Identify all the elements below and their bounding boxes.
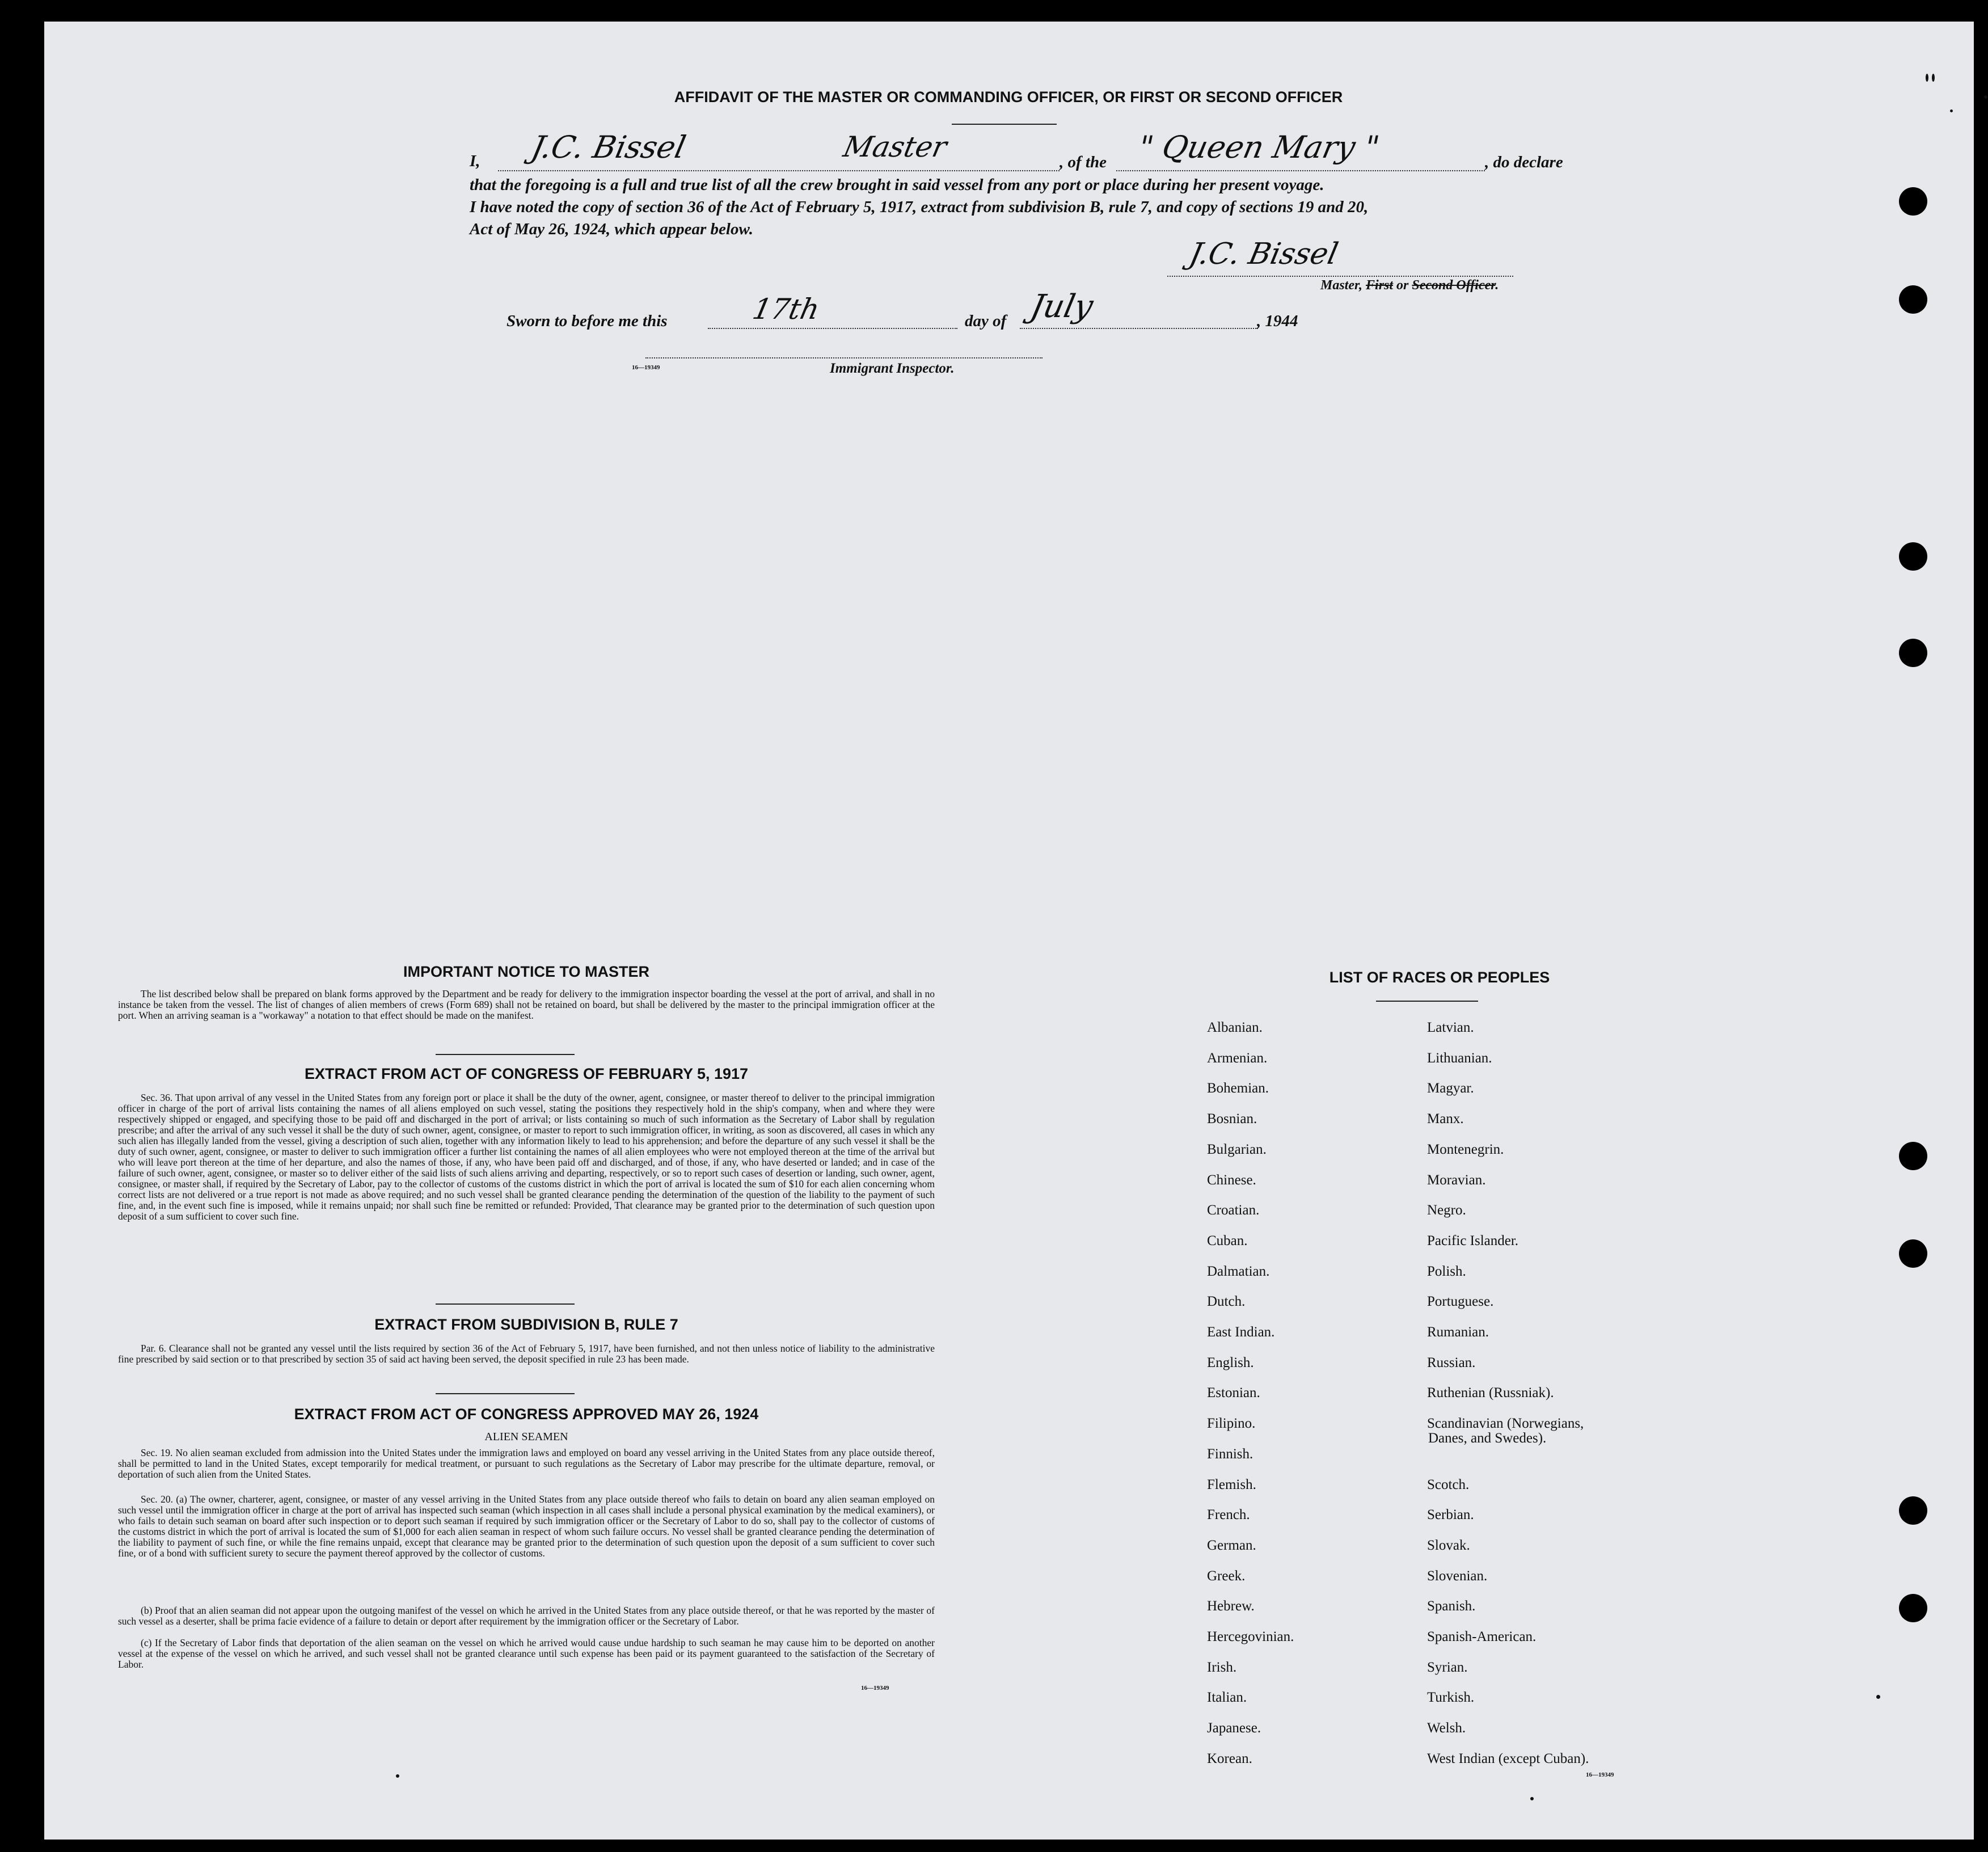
race-item: Dutch. xyxy=(1207,1294,1246,1310)
race-item: Dalmatian. xyxy=(1207,1263,1270,1279)
race-item: Negro. xyxy=(1427,1203,1466,1218)
signature-handwritten: J.C. Bissel xyxy=(1186,237,1341,271)
day-line xyxy=(708,328,957,329)
race-item: West Indian (except Cuban). xyxy=(1427,1750,1589,1766)
race-item: Syrian. xyxy=(1427,1659,1468,1675)
month-line xyxy=(1020,328,1258,329)
speck xyxy=(1984,95,1987,99)
caption-first: First xyxy=(1366,278,1394,293)
race-item: Hercegovinian. xyxy=(1207,1629,1294,1644)
sec20a-text: Sec. 20. (a) The owner, charterer, agent, consignee, or master of any vessel arriving in the United States from any place outside thereof who fails to detain on board any alien seaman employed on such vessel until the immigration officer in charge at the port of arrival has inspected such seaman (which inspection in all cases shall include a personal physical examination by the medical examiners), or who fails to detain such seaman on board after such inspection or to deport such seaman if required by such immigration officer or the Secretary of Labor to do so, shall pay to the collector of customs of the customs district in which the port of arrival is located the sum of $1,000 for each alien seaman in respect of whom such failure occurs. No vessel shall be granted clearance pending the determination of the liability to payment of such fine, or while the fine remains unpaid, except that clearance may be granted prior to the determination of such question upon the deposit of a sum sufficient to cover such fine, or of a bond with sufficient surety to secure the payment thereof approved by the collector of customs. xyxy=(118,1494,935,1559)
race-item: Cuban. xyxy=(1207,1233,1248,1248)
race-item: Welsh. xyxy=(1427,1720,1466,1736)
notice-text: The list described below shall be prepared on blank forms approved by the Department and be ready for delivery to the immigration inspector boarding the vessel at the port of arrival, and shall in no instance be taken from the vessel. The list of changes of alien members of crews (Form 689) shall not be retained on board, but shall be delivered by the master to the principal immigration officer at the port. When an arriving seaman is a "workaway" a notation to that effect should be made on the manifest. xyxy=(118,988,935,1021)
inspector-line xyxy=(645,357,1042,358)
caption-master: Master, xyxy=(1320,278,1363,293)
master-name-handwritten: J.C. Bissel xyxy=(528,129,689,165)
affidavit-line1 xyxy=(470,152,480,171)
race-item: Korean. xyxy=(1207,1750,1252,1766)
race-item: Manx. xyxy=(1427,1111,1464,1127)
race-item: Chinese. xyxy=(1207,1172,1256,1188)
day-of-label: day of xyxy=(965,312,1007,330)
rule7-rule xyxy=(436,1393,575,1394)
race-item: Irish. xyxy=(1207,1659,1237,1675)
punch-hole xyxy=(1899,542,1927,571)
race-item: Serbian. xyxy=(1427,1507,1474,1523)
form-number-left: 16—19349 xyxy=(861,1685,889,1691)
race-item: Finnish. xyxy=(1207,1446,1253,1462)
race-item: Hebrew. xyxy=(1207,1598,1255,1614)
race-item: Albanian. xyxy=(1207,1020,1263,1035)
punch-hole xyxy=(1899,1142,1927,1170)
rank-handwritten: Master xyxy=(840,130,950,163)
year-suffix: 44 xyxy=(1281,312,1298,330)
caption-end: . xyxy=(1495,278,1499,293)
races-title: LIST OF RACES OR PEOPLES xyxy=(1329,969,1550,986)
race-item: Scotch. xyxy=(1427,1476,1470,1492)
year-label xyxy=(1257,312,1298,331)
race-item: Moravian. xyxy=(1427,1172,1486,1188)
speck xyxy=(1530,1797,1534,1800)
speck xyxy=(1932,74,1935,82)
alien-seamen-subtitle: ALIEN SEAMEN xyxy=(484,1431,568,1443)
speck xyxy=(1876,1695,1880,1699)
word-do-declare: , do declare xyxy=(1485,153,1563,171)
affidavit-line3: I have noted the copy of section 36 of the Act of February 5, 1917, extract from subdivision B, rule 7, and copy of sections 19 and 20, xyxy=(470,198,1369,216)
inspector-label: Immigrant Inspector. xyxy=(830,361,955,376)
punch-hole xyxy=(1899,1594,1927,1622)
punch-hole xyxy=(1899,285,1927,314)
form-number-right: 16—19349 xyxy=(1586,1771,1614,1778)
race-item: Italian. xyxy=(1207,1690,1247,1706)
race-item: Lithuanian. xyxy=(1427,1050,1492,1066)
rule7-text: Par. 6. Clearance shall not be granted any vessel until the lists required by section 36 of the Act of February 5, 1917, have been furnished, and not then unless notice of liability to the administrative fine prescribed by said section or to that prescribed by section 35 of said act having been served, the deposit specified in rule 23 has been made. xyxy=(118,1343,935,1365)
sworn-label: Sworn to before me this xyxy=(507,312,668,330)
title-rule xyxy=(952,124,1057,125)
race-item: Spanish. xyxy=(1427,1598,1476,1614)
race-item: Spanish-American. xyxy=(1427,1629,1537,1644)
race-item: Bohemian. xyxy=(1207,1081,1269,1096)
caption-second-officer: Second Officer xyxy=(1412,278,1496,293)
race-item: Japanese. xyxy=(1207,1720,1261,1736)
race-item: Croatian. xyxy=(1207,1203,1260,1218)
race-item: English. xyxy=(1207,1355,1254,1370)
race-item: Latvian. xyxy=(1427,1020,1474,1035)
notice-rule xyxy=(436,1054,575,1055)
race-item: Filipino. xyxy=(1207,1416,1256,1432)
race-item: East Indian. xyxy=(1207,1324,1275,1340)
document-sheet xyxy=(44,22,1974,1840)
race-item: Magyar. xyxy=(1427,1081,1474,1096)
affidavit-line4: Act of May 26, 1924, which appear below. xyxy=(470,220,753,238)
race-item: Montenegrin. xyxy=(1427,1141,1504,1157)
race-item: Polish. xyxy=(1427,1263,1466,1279)
race-item: Portuguese. xyxy=(1427,1294,1494,1310)
vessel-name-handwritten: " Queen Mary " xyxy=(1135,129,1383,165)
race-item: French. xyxy=(1207,1507,1250,1523)
race-item: Bulgarian. xyxy=(1207,1141,1267,1157)
race-item: Flemish. xyxy=(1207,1476,1256,1492)
sec19-text: Sec. 19. No alien seaman excluded from admission into the United States under the immigration laws and employed on board any vessel arriving in the United States from any place outside thereof, shall be permitted to land in the United States, except temporarily for medical treatment, or pursuant to such regulations as the Secretary of Labor may prescribe for the ultimate departure, removal, or deportation of such alien from the United States. xyxy=(118,1447,935,1480)
race-item: Estonian. xyxy=(1207,1385,1260,1401)
punch-hole xyxy=(1899,1239,1927,1268)
extract-1917-rule xyxy=(436,1303,575,1305)
sworn-month-handwritten: July xyxy=(1027,288,1096,325)
sec20b-text: (b) Proof that an alien seaman did not appear upon the outgoing manifest of the vessel on which he arrived in the United States from any place outside thereof, or that he was reported by the master of such vessel as a deserter, shall be prima facie evidence of a failure to detain or deport after requirement by the immigration officer or the Secretary of Labor. xyxy=(118,1605,935,1627)
signature-caption xyxy=(1320,278,1499,293)
race-item: Russian. xyxy=(1427,1355,1476,1370)
word-of-the: , of the xyxy=(1060,153,1107,171)
races-rule xyxy=(1376,1001,1478,1002)
race-item: Pacific Islander. xyxy=(1427,1233,1519,1248)
race-item: Greek. xyxy=(1207,1568,1246,1584)
race-item: Slovak. xyxy=(1427,1537,1470,1553)
sec20c-text: (c) If the Secretary of Labor finds that deportation of the alien seaman on the vessel on which he arrived would cause undue hardship to such seaman he may cause him to be deported on another vessel at the expense of the vessel on which he arrived, and such vessel shall not be granted clearance until such expense has been paid or its payment guaranteed to the satisfaction of the Secretary of Labor. xyxy=(118,1637,935,1670)
word-i: I, xyxy=(470,152,480,170)
race-item: Scandinavian (Norwegians, xyxy=(1427,1416,1584,1432)
signature-line xyxy=(1167,276,1513,277)
punch-hole xyxy=(1899,639,1927,667)
year-prefix: , 19 xyxy=(1257,312,1282,330)
vessel-line xyxy=(1116,170,1485,171)
punch-hole xyxy=(1899,1496,1927,1525)
caption-or: or xyxy=(1396,278,1409,293)
affidavit-line2: that the foregoing is a full and true list of all the crew brought in said vessel from any port or place during her present voyage. xyxy=(470,176,1324,194)
race-item: Slovenian. xyxy=(1427,1568,1488,1584)
rule7-title: EXTRACT FROM SUBDIVISION B, RULE 7 xyxy=(374,1316,678,1333)
race-item: Armenian. xyxy=(1207,1050,1268,1066)
race-item: Rumanian. xyxy=(1427,1324,1489,1340)
race-item: Bosnian. xyxy=(1207,1111,1257,1127)
race-scandinavian-continued: Danes, and Swedes). xyxy=(1428,1431,1547,1446)
speck xyxy=(396,1774,399,1778)
race-item: German. xyxy=(1207,1537,1256,1553)
punch-hole xyxy=(1899,187,1927,216)
race-item: Turkish. xyxy=(1427,1690,1475,1706)
race-item: Ruthenian (Russniak). xyxy=(1427,1385,1554,1401)
notice-title: IMPORTANT NOTICE TO MASTER xyxy=(403,963,649,980)
speck xyxy=(1926,74,1928,82)
extract-1917-text: Sec. 36. That upon arrival of any vessel in the United States from any foreign port or place it shall be the duty of the owner, agent, consignee, or master thereof to deliver to the principal immigration officer in charge of the port of arrival lists containing the names of all aliens employed on such vessel, stating the positions they respectively hold in the ship's company, when and where they were respectively shipped or engaged, and specifying those to be paid off and discharged in the port of arrival; or lists containing so much of such information as the Secretary of Labor shall by regulation prescribe; and after the arrival of any such vessel it shall be the duty of such owner, agent, consignee, or master to report to such immigration officer, in writing, as soon as discovered, all cases in which any such alien has illegally landed from the vessel, giving a description of such alien, together with any information likely to lead to his apprehension; and before the departure of any such vessel it shall be the duty of such owner, agent, consignee, or master to deliver to such immigration officer a further list containing the names of all alien employees who were not employed thereon at the time of the arrival but who will leave port thereon at the time of her departure, and also the names of those, if any, who have been paid off and discharged, and of those, if any, who have deserted or landed; and in case of the failure of such owner, agent, consignee, or master so to deliver either of the said lists of such aliens arriving and departing, respectively, or so to report such cases of desertion or landing, such owner, agent, consignee, or master shall, if required by the Secretary of Labor, pay to the collector of customs of the customs district in which the port of arrival is located the sum of $10 for each alien concerning whom correct lists are not delivered or a true report is not made as above required; and no such vessel shall be granted clearance pending the determination of the question of the liability to the payment of such fine, and, in the event such fine is imposed, while it remains unpaid; nor shall such fine be remitted or refunded: Provided, That clearance may be granted prior to the determination of such question upon deposit of a sum sufficient to cover such fine. xyxy=(118,1092,935,1222)
form-number-top: 16—19349 xyxy=(632,364,660,371)
sworn-day-handwritten: 17th xyxy=(749,293,823,326)
affidavit-title: AFFIDAVIT OF THE MASTER OR COMMANDING OFFICER, OR FIRST OR SECOND OFFICER xyxy=(674,88,1343,106)
extract-1924-title: EXTRACT FROM ACT OF CONGRESS APPROVED MAY 26, 1924 xyxy=(294,1406,759,1423)
speck xyxy=(1950,109,1953,112)
extract-1917-title: EXTRACT FROM ACT OF CONGRESS OF FEBRUARY 5, 1917 xyxy=(304,1065,749,1082)
name-line xyxy=(498,170,1060,171)
